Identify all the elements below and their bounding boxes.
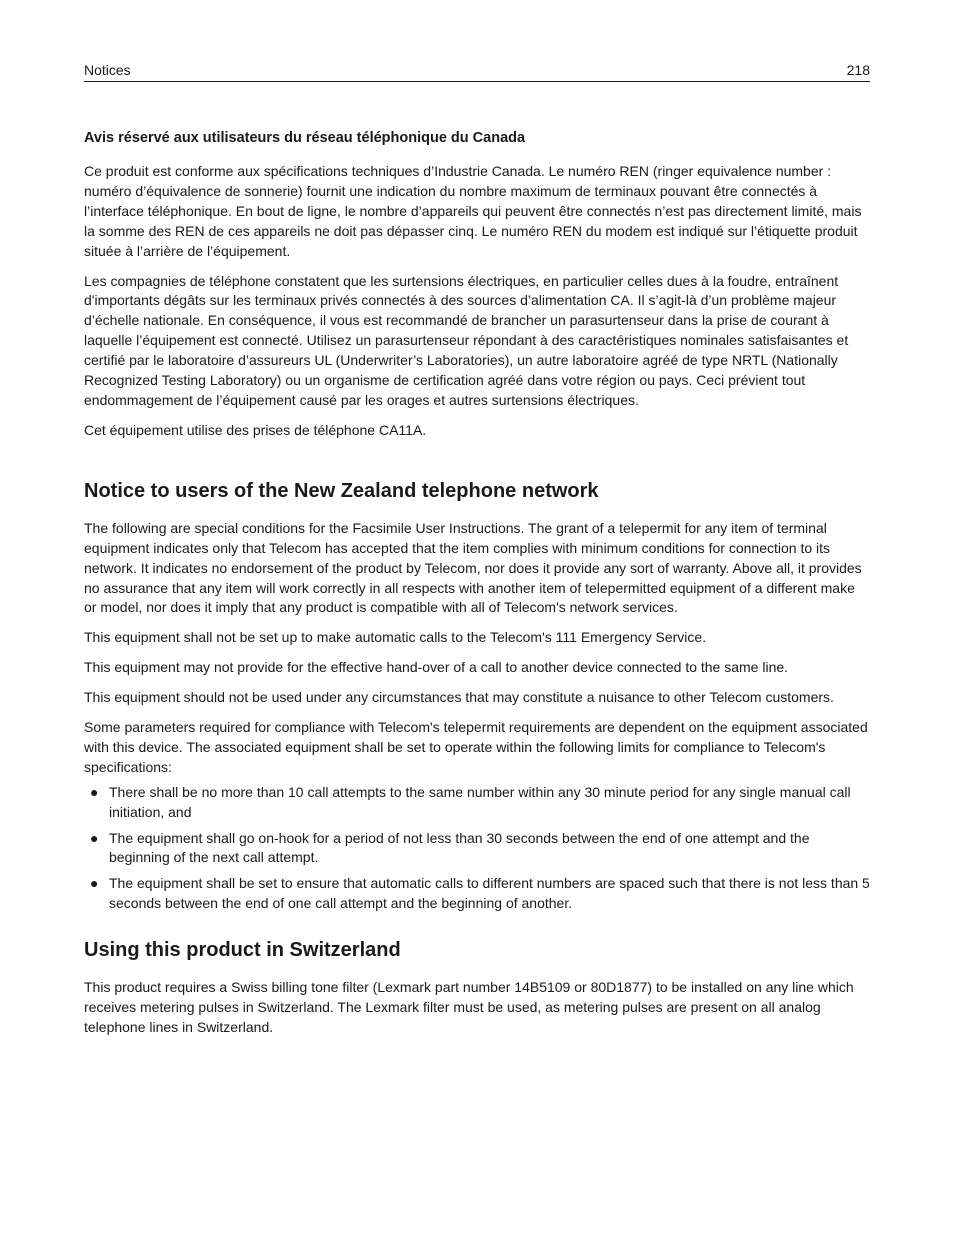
- switzerland-heading: Using this product in Switzerland: [84, 939, 401, 962]
- canada-paragraph-1: Ce produit est conforme aux spécifications techniques d’Industrie Canada. Le numéro REN (ringer equivalence number : numéro d’équivalence de sonnerie) fournit une indication du nombre maximum de terminaux pouvant être connectés à l’interface téléphonique. En bout de ligne, le nombre d’appareils qui peuvent être connectés n’est pas directement limité, mais la somme des REN de ces appareils ne doit pas dépasser cinq. Le numéro REN du modem est indiqué sur l’étiquette produit située à l’arrière de l’équipement.: [84, 163, 862, 259]
- bullet-icon: ●: [90, 783, 99, 800]
- nz-paragraph-5: Some parameters required for compliance with Telecom's telepermit requirements are dependent on the equipment associated with this device. The associated equipment shall be set to operate within the following limits for compliance to Telecom's specifications:: [84, 719, 868, 775]
- header-section-title: Notices: [84, 62, 131, 78]
- new-zealand-heading: Notice to users of the New Zealand telephone network: [84, 479, 599, 502]
- section-canada: [84, 128, 870, 441]
- list-item: [84, 829, 870, 869]
- bullet-text: There shall be no more than 10 call attempts to the same number within any 30 minute period for any single manual call initiation, and: [109, 783, 851, 820]
- nz-paragraph-3: This equipment may not provide for the effective hand-over of a call to another device connected to the same line.: [84, 659, 789, 676]
- nz-paragraph-4: This equipment should not be used under any circumstances that may constitute a nuisance to other Telecom customers.: [84, 689, 834, 706]
- header-divider: [84, 81, 870, 82]
- nz-paragraph-1: The following are special conditions for the Facsimile User Instructions. The grant of a telepermit for any item of terminal equipment indicates only that Telecom has accepted that the item complies with minimum conditions for connection to its network. It indicates no endorsement of the product by Telecom, nor does it provide any sort of warranty. Above all, it provides no assurance that any item will work correctly in all respects with another item of telepermitted equipment of a different make or model, nor does it imply that any product is compatible with all of Telecom's network services.: [84, 519, 862, 616]
- section-new-zealand: [84, 478, 870, 914]
- section-switzerland: [84, 937, 870, 1038]
- switzerland-paragraph-1: This product requires a Swiss billing tone filter (Lexmark part number 14B5109 or 80D1877) to be installed on any line which receives metering pulses in Switzerland. The Lexmark filter must be used, as metering pulses are present on all analog telephone lines in Switzerland.: [84, 979, 854, 1035]
- nz-paragraph-2: This equipment shall not be set up to make automatic calls to the Telecom's 111 Emergency Service.: [84, 629, 707, 646]
- bullet-icon: ●: [90, 829, 99, 846]
- list-item: [84, 874, 870, 914]
- bullet-text: The equipment shall go on-hook for a period of not less than 30 seconds between the end of one attempt and the beginning of the next call attempt.: [109, 829, 810, 866]
- canada-paragraph-2: Les compagnies de téléphone constatent que les surtensions électriques, en particulier celles dues à la foudre, entraînent d'importants dégâts sur les terminaux privés connectés à des sources d’alimentation CA. Il s’agit-là d’un problème majeur d’échelle nationale. En conséquence, il vous est recommandé de brancher un parasurtenseur dans la prise de courant à laquelle l’équipement est connecté. Utilisez un parasurtenseur répondant à des caractéristiques nominales satisfaisantes et certifié par le laboratoire d’assureurs UL (Underwriter’s Laboratories), un autre laboratoire agréé de type NRTL (Nationally Recognized Testing Laboratory) ou un organisme de certification agréé dans votre région ou pays. Ceci prévient tout endommagement de l’équipement causé par les orages et autres surtensions électriques.: [84, 272, 849, 408]
- canada-heading: Avis réservé aux utilisateurs du réseau téléphonique du Canada: [84, 130, 526, 146]
- bullet-text: The equipment shall be set to ensure that automatic calls to different numbers are spaced such that there is not less than 5 seconds between the end of one call attempt and the beginning of another.: [109, 875, 870, 912]
- page-header: [84, 60, 870, 80]
- nz-bullet-list: [84, 783, 870, 914]
- list-item: [84, 783, 870, 823]
- bullet-icon: ●: [90, 875, 99, 892]
- canada-paragraph-3: Cet équipement utilise des prises de téléphone CA11A.: [84, 421, 427, 438]
- page-content: [84, 128, 870, 1048]
- page-number: 218: [846, 62, 870, 78]
